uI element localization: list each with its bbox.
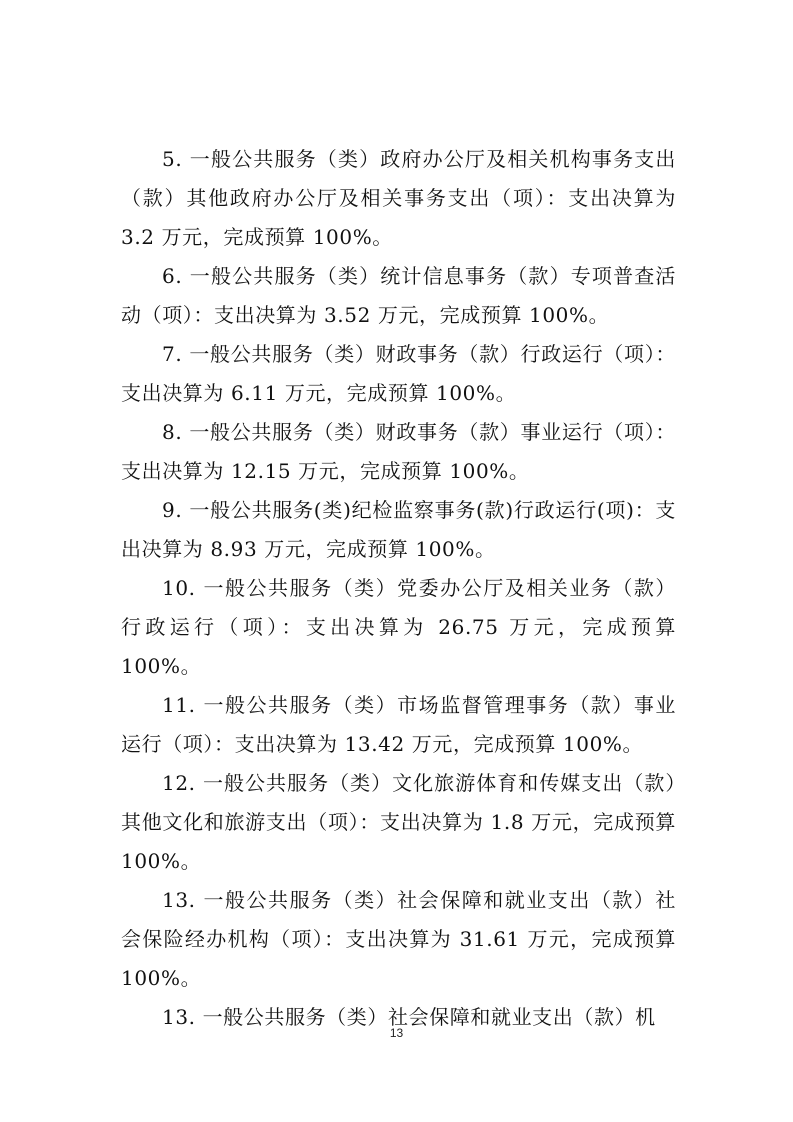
body-text — [121, 140, 676, 1037]
paragraph-item-5: 5. 一般公共服务（类）政府办公厅及相关机构事务支出（款）其他政府办公厅及相关事务支出（项）：支出决算为3.2 万元，完成预算 100%。 — [121, 147, 676, 249]
paragraph-item-12: 12. 一般公共服务（类）文化旅游体育和传媒支出（款）其他文化和旅游支出（项）：支出决算为 1.8 万元，完成预算 100%。 — [121, 771, 676, 873]
paragraph-item-11: 11. 一般公共服务（类）市场监督管理事务（款）事业运行（项）：支出决算为 13.42 万元，完成预算 100%。 — [121, 693, 676, 756]
paragraph-item-7: 7. 一般公共服务（类）财政事务（款）行政运行（项）：支出决算为 6.11 万元，完成预算 100%。 — [121, 342, 676, 405]
page-number: 13 — [389, 1026, 404, 1040]
paragraph-item-8: 8. 一般公共服务（类）财政事务（款）事业运行（项）：支出决算为 12.15 万元，完成预算 100%。 — [121, 420, 676, 483]
paragraph-item-10: 10. 一般公共服务（类）党委办公厅及相关业务（款）行政运行（项）：支出决算为 26.75 万元，完成预算 100%。 — [121, 576, 676, 678]
paragraph-item-13b: 13. 一般公共服务（类）社会保障和就业支出（款）机 — [162, 1005, 656, 1029]
paragraph-item-13a: 13. 一般公共服务（类）社会保障和就业支出（款）社会保险经办机构（项）：支出决算为 31.61 万元，完成预算 100%。 — [121, 888, 676, 990]
paragraph-item-9: 9. 一般公共服务(类)纪检监察事务(款)行政运行(项)：支出决算为 8.93 万元，完成预算 100%。 — [121, 498, 676, 561]
paragraph-item-6: 6. 一般公共服务（类）统计信息事务（款）专项普查活动（项）：支出决算为 3.52 万元，完成预算 100%。 — [121, 264, 676, 327]
